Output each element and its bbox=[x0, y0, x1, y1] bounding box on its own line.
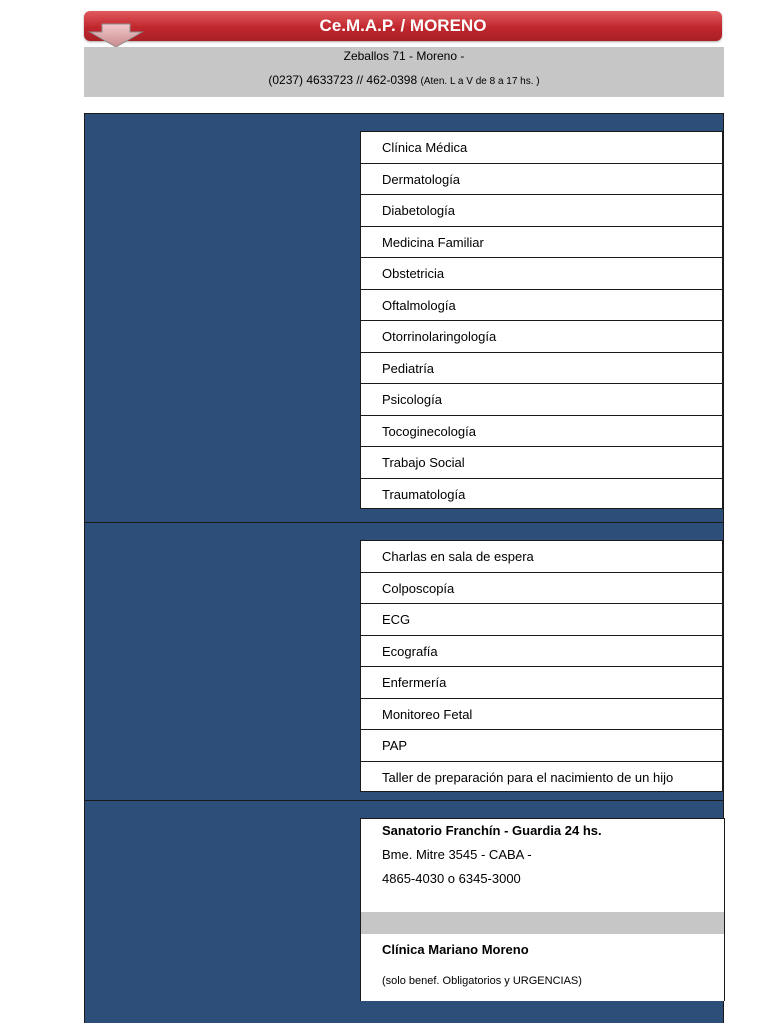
specialty-item: Clínica Médica bbox=[361, 131, 723, 163]
arrow-down-icon bbox=[88, 22, 144, 48]
service-item: PAP bbox=[361, 729, 723, 761]
specialty-item: Obstetricia bbox=[361, 257, 723, 289]
service-item: Colposcopía bbox=[361, 572, 723, 604]
referrals-panel bbox=[360, 818, 725, 1001]
specialty-item: Otorrinolaringología bbox=[361, 320, 723, 352]
specialty-item: Diabetología bbox=[361, 194, 723, 226]
service-item: ECG bbox=[361, 603, 723, 635]
referral-2-name: Clínica Mariano Moreno bbox=[382, 942, 529, 957]
specialty-item: Psicología bbox=[361, 383, 723, 415]
service-item: Ecografía bbox=[361, 635, 723, 667]
referral-1-name: Sanatorio Franchín - Guardia 24 hs. bbox=[382, 823, 602, 838]
specialties-list bbox=[360, 131, 723, 509]
specialty-item: Medicina Familiar bbox=[361, 226, 723, 258]
specialty-item: Oftalmología bbox=[361, 289, 723, 321]
hours-text: (Aten. L a V de 8 a 17 hs. ) bbox=[420, 76, 540, 87]
specialty-item: Tocoginecología bbox=[361, 415, 723, 447]
service-item: Charlas en sala de espera bbox=[361, 540, 723, 572]
service-item: Taller de preparación para el nacimiento de un hijo bbox=[361, 761, 723, 793]
service-item: Monitoreo Fetal bbox=[361, 698, 723, 730]
phone-text: (0237) 4633723 // 462-0398 bbox=[268, 73, 418, 87]
specialty-item: Trabajo Social bbox=[361, 446, 723, 478]
services-list bbox=[360, 540, 723, 792]
referral-1-address: Bme. Mitre 3545 - CABA - bbox=[382, 847, 532, 862]
referral-2-note: (solo benef. Obligatorios y URGENCIAS) bbox=[382, 975, 582, 987]
referral-1-phones: 4865-4030 o 6345-3000 bbox=[382, 871, 521, 886]
specialty-item: Dermatología bbox=[361, 163, 723, 195]
phone-line bbox=[84, 72, 724, 90]
page-title: Ce.M.A.P. / MORENO bbox=[319, 16, 487, 35]
specialty-item: Traumatología bbox=[361, 478, 723, 510]
service-item: Enfermería bbox=[361, 666, 723, 698]
header-title-bar bbox=[84, 11, 722, 41]
divider-band bbox=[361, 912, 724, 934]
specialty-item: Pediatría bbox=[361, 352, 723, 384]
contact-info-box bbox=[84, 47, 724, 97]
address-text: Zeballos 71 - Moreno - bbox=[343, 49, 465, 63]
